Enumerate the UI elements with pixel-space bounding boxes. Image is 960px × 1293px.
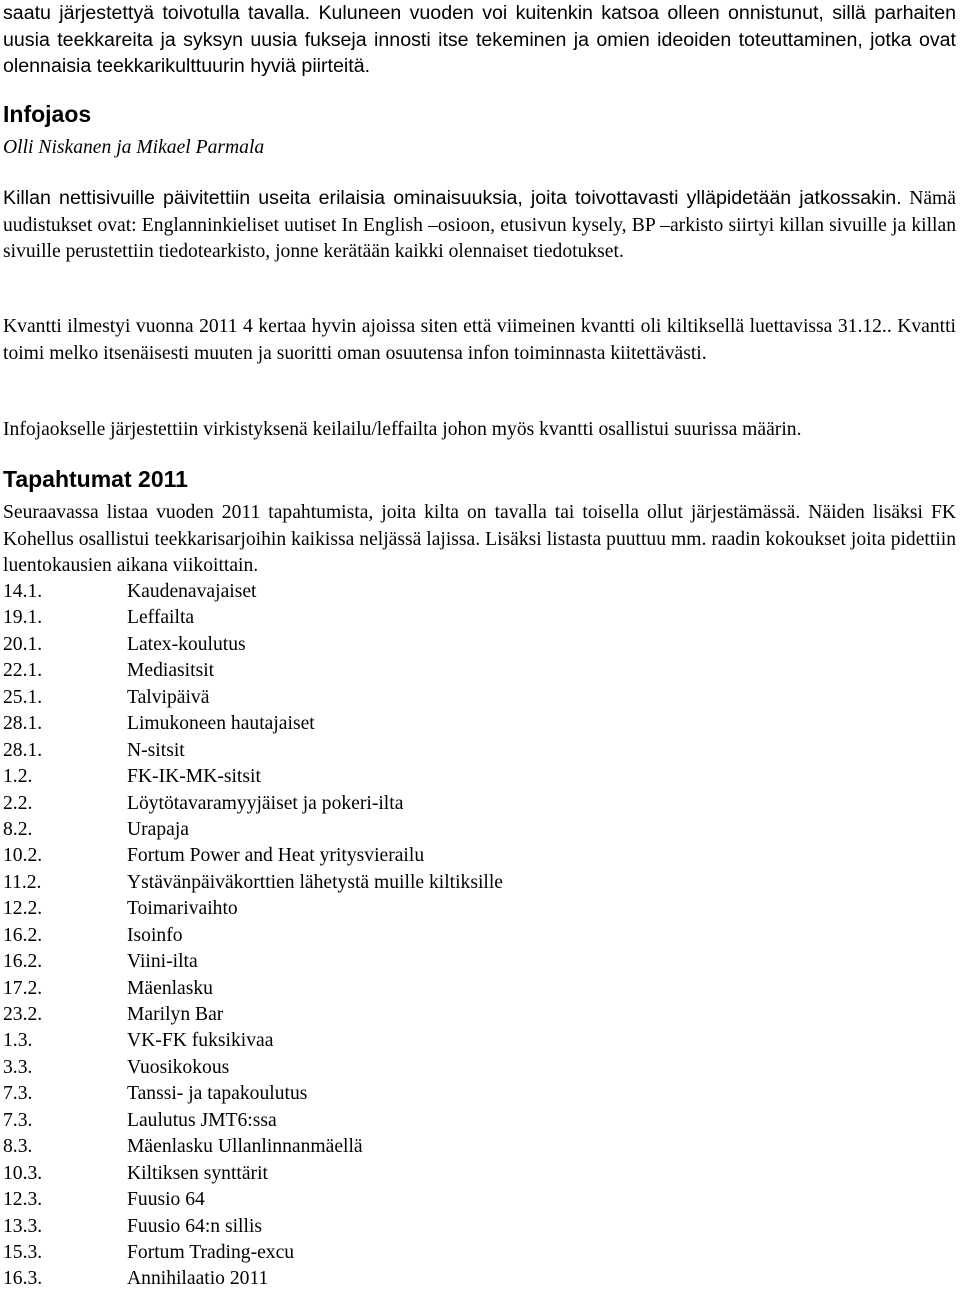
event-row xyxy=(3,896,703,922)
event-date: 20.1. xyxy=(3,633,43,655)
event-date: 15.3. xyxy=(3,1241,43,1263)
event-date: 16.3. xyxy=(3,1268,43,1290)
event-name: FK-IK-MK-sitsit xyxy=(127,766,261,788)
event-name: Löytötavaramyyjäiset ja pokeri-ilta xyxy=(127,792,404,814)
event-date: 12.3. xyxy=(3,1189,43,1211)
event-row xyxy=(3,711,703,737)
event-row xyxy=(3,579,703,605)
section-heading-infojaos: Infojaos xyxy=(3,101,92,127)
event-date: 10.3. xyxy=(3,1162,43,1184)
event-date: 28.1. xyxy=(3,713,43,735)
event-date: 1.3. xyxy=(3,1030,33,1052)
event-date: 17.2. xyxy=(3,977,43,999)
section-authors: Olli Niskanen ja Mikael Parmala xyxy=(3,137,265,158)
event-row xyxy=(3,949,703,975)
event-name: Mäenlasku Ullanlinnanmäellä xyxy=(127,1136,363,1158)
infojaos-paragraph-3: Infojaokselle järjestettiin virkistyksenä keilailu/leffailta johon myös kvantti osallistui suurissa määrin. xyxy=(3,419,802,440)
event-date: 3.3. xyxy=(3,1056,33,1078)
event-name: Tanssi- ja tapakoulutus xyxy=(127,1083,308,1105)
event-name: Fuusio 64:n sillis xyxy=(127,1215,263,1237)
event-name: Vuosikokous xyxy=(127,1056,230,1078)
event-date: 14.1. xyxy=(3,581,43,602)
event-date: 7.3. xyxy=(3,1109,33,1131)
event-name: Limukoneen hautajaiset xyxy=(127,713,315,735)
event-date: 22.1. xyxy=(3,660,43,682)
event-row xyxy=(3,738,703,764)
event-row xyxy=(3,923,703,949)
event-name: N-sitsit xyxy=(127,739,185,761)
event-name: Isoinfo xyxy=(127,924,183,946)
event-name: Toimarivaihto xyxy=(127,898,238,920)
event-row xyxy=(3,1055,703,1081)
event-date: 16.2. xyxy=(3,951,43,973)
event-date: 16.2. xyxy=(3,924,43,946)
event-row xyxy=(3,632,703,658)
infojaos-paragraph-2: Kvantti ilmestyi vuonna 2011 4 kertaa hyvin ajoissa siten että viimeinen kvantti oli kiltiksellä luettavissa 31.12.. Kvantti toimi melko itsenäisesti muuten ja suoritti oman osuutensa infon toiminnasta kiitettävästi. xyxy=(3,316,956,364)
event-name: Ystävänpäiväkorttien lähetystä muille kiltiksille xyxy=(127,871,504,893)
event-row xyxy=(3,1161,703,1187)
event-row xyxy=(3,817,703,843)
event-row xyxy=(3,1028,703,1054)
event-row xyxy=(3,791,703,817)
event-name: Leffailta xyxy=(127,607,195,629)
event-name: Mediasitsit xyxy=(127,660,215,682)
event-name: Kiltiksen synttärit xyxy=(127,1162,268,1184)
event-row xyxy=(3,1240,703,1266)
event-date: 25.1. xyxy=(3,686,43,708)
event-name: Latex-koulutus xyxy=(127,633,246,655)
event-date: 28.1. xyxy=(3,739,43,761)
infojaos-paragraph-1-serif: Nämä uudistukset ovat: Englanninkieliset uutiset In English –osioon, etusivun kysely, BP –arkisto siirtyi killan sivuille ja killan sivuille perustettiin tiedotearkisto, jonne kerätään kaikki olennaiset tiedotukset. xyxy=(3,188,956,262)
section-heading-tapahtumat: Tapahtumat 2011 xyxy=(3,466,188,492)
tapahtumat-intro: Seuraavassa listaa vuoden 2011 tapahtumista, joita kilta on tavalla tai toisella ollut järjestämässä. Näiden lisäksi FK Kohellus osallistui teekkarisarjoihin kaikissa neljässä lajissa. Lisäksi listasta puuttuu mm. raadin kokoukset joita pidettiin luentokausien aikana viikoittain. xyxy=(3,502,956,576)
event-name: Annihilaatio 2011 xyxy=(127,1268,269,1290)
event-date: 2.2. xyxy=(3,792,33,814)
event-row xyxy=(3,1214,703,1240)
event-row xyxy=(3,1187,703,1213)
event-name: Urapaja xyxy=(127,818,190,840)
event-date: 12.2. xyxy=(3,898,43,920)
event-name: Fortum Trading-excu xyxy=(127,1241,295,1263)
event-row xyxy=(3,1108,703,1134)
event-row xyxy=(3,685,703,711)
event-name: Marilyn Bar xyxy=(127,1004,224,1025)
event-date: 1.2. xyxy=(3,766,33,788)
event-row xyxy=(3,658,703,684)
event-date: 8.2. xyxy=(3,818,33,840)
event-row xyxy=(3,764,703,790)
event-date: 19.1. xyxy=(3,607,43,629)
event-name: Laulutus JMT6:ssa xyxy=(127,1109,277,1131)
event-row xyxy=(3,870,703,896)
event-date: 7.3. xyxy=(3,1083,33,1105)
event-row xyxy=(3,1266,703,1292)
infojaos-paragraph-1-sans: Killan nettisivuille päivitettiin useita erilaisia ominaisuuksia, joita toivottavasti ylläpidetään jatkossakin. xyxy=(3,187,902,209)
event-name: Fuusio 64 xyxy=(127,1189,205,1211)
infojaos-paragraph-1 xyxy=(3,185,956,266)
event-date: 11.2. xyxy=(3,871,42,893)
event-row xyxy=(3,1081,703,1107)
event-name: VK-FK fuksikivaa xyxy=(127,1030,274,1052)
event-date: 23.2. xyxy=(3,1004,43,1025)
intro-paragraph: saatu järjestettyä toivotulla tavalla. Kuluneen vuoden voi kuitenkin katsoa olleen onnistunut, sillä parhaiten uusia teekkareita ja syksyn uusia fukseja innosti itse tekeminen ja omien ideoiden toteuttaminen, jotka ovat olennaisia teekkarikulttuurin hyviä piirteitä. xyxy=(3,2,956,77)
event-row xyxy=(3,605,703,631)
event-row xyxy=(3,1134,703,1160)
events-list xyxy=(3,579,703,1293)
event-name: Mäenlasku xyxy=(127,977,213,999)
event-row xyxy=(3,843,703,869)
event-row xyxy=(3,976,703,1002)
event-name: Talvipäivä xyxy=(127,686,210,708)
event-name: Fortum Power and Heat yritysvierailu xyxy=(127,845,425,867)
event-name: Viini-ilta xyxy=(127,951,198,973)
event-date: 10.2. xyxy=(3,845,43,867)
event-row xyxy=(3,1002,703,1028)
event-date: 8.3. xyxy=(3,1136,33,1158)
event-name: Kaudenavajaiset xyxy=(127,581,257,602)
event-date: 13.3. xyxy=(3,1215,43,1237)
